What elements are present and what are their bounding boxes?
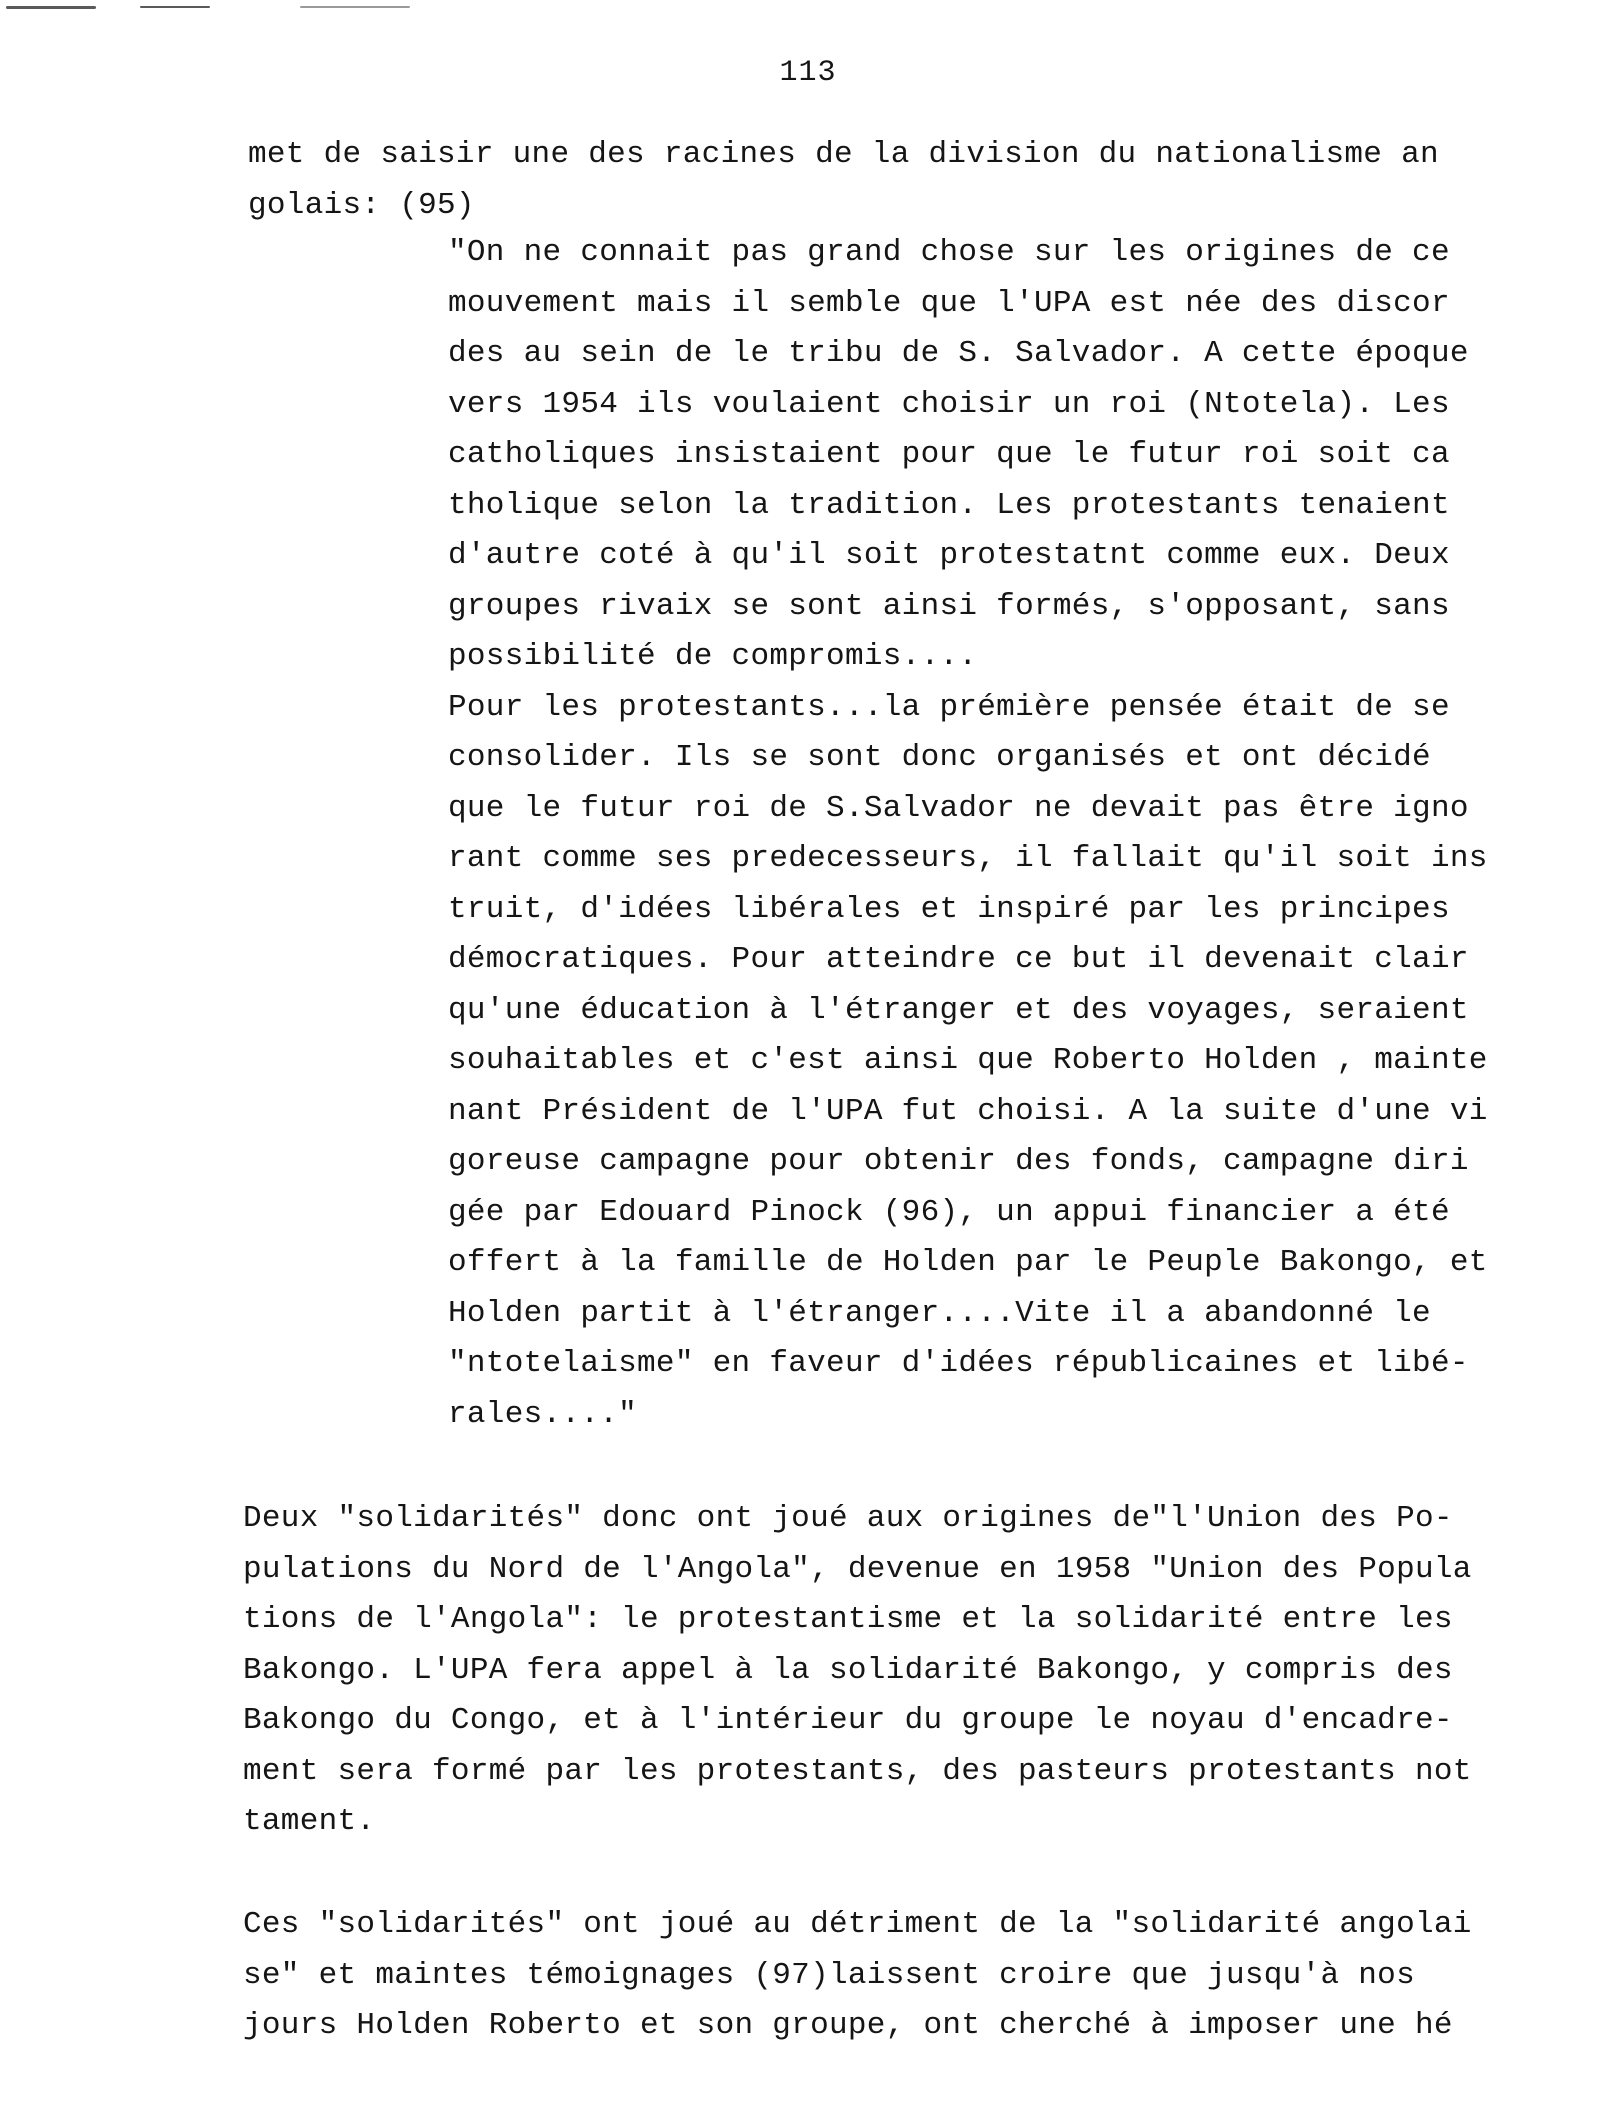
quote-line: nant Président de l'UPA fut choisi. A la suite d'une vi xyxy=(448,1093,1488,1129)
quote-line: possibilité de compromis.... xyxy=(448,639,978,674)
quote-line: "On ne connait pas grand chose sur les origines de ce xyxy=(448,235,1450,270)
text-line: Deux "solidarités" donc ont joué aux origines de"l'Union des Po- xyxy=(243,1501,1453,1536)
block-quote xyxy=(448,228,1488,1440)
quote-line: Pour les protestants...la prémière pensée était de se xyxy=(448,689,1450,725)
quote-line: que le futur roi de S.Salvador ne devait pas être igno xyxy=(448,790,1469,826)
scan-artifact-mark xyxy=(140,6,210,8)
quote-line: qu'une éducation à l'étranger et des voyages, seraient xyxy=(448,992,1469,1028)
text-line: met de saisir une des racines de la division du nationalisme an xyxy=(248,137,1439,172)
quote-line: tholique selon la tradition. Les protestants tenaient xyxy=(448,487,1450,523)
quote-line: d'autre coté à qu'il soit protestatnt comme eux. Deux xyxy=(448,538,1450,573)
paragraph xyxy=(243,1494,1472,1848)
text-line: se" et maintes témoignages (97)laissent croire que jusqu'à nos xyxy=(243,1957,1415,1993)
text-line: tament. xyxy=(243,1804,376,1839)
quote-line: vers 1954 ils voulaient choisir un roi (Ntotela). Les xyxy=(448,386,1450,422)
text-line: Ces "solidarités" ont joué au détriment de la "solidarité angolai xyxy=(243,1907,1472,1942)
quote-line: gée par Edouard Pinock (96), un appui financier a été xyxy=(448,1194,1450,1230)
text-line: ment sera formé par les protestants, des pasteurs protestants not xyxy=(243,1753,1472,1789)
quote-line: mouvement mais il semble que l'UPA est née des discor xyxy=(448,285,1450,321)
quote-line: goreuse campagne pour obtenir des fonds, campagne diri xyxy=(448,1144,1469,1179)
quote-line: consolider. Ils se sont donc organisés et ont décidé xyxy=(448,740,1431,775)
quote-line: Holden partit à l'étranger....Vite il a abandonné le xyxy=(448,1295,1431,1331)
page-number: 113 xyxy=(779,56,837,90)
text-line: tions de l'Angola": le protestantisme et la solidarité entre les xyxy=(243,1602,1453,1637)
text-line: Bakongo du Congo, et à l'intérieur du groupe le noyau d'encadre- xyxy=(243,1703,1453,1738)
intro-text xyxy=(248,130,1439,231)
paragraph xyxy=(243,1900,1472,2052)
text-line: pulations du Nord de l'Angola", devenue en 1958 "Union des Popula xyxy=(243,1551,1472,1587)
scan-artifact-mark xyxy=(300,6,410,8)
quote-line: souhaitables et c'est ainsi que Roberto Holden , mainte xyxy=(448,1043,1488,1078)
quote-line: truit, d'idées libérales et inspiré par les principes xyxy=(448,891,1450,927)
text-line: Bakongo. L'UPA fera appel à la solidarité Bakongo, y compris des xyxy=(243,1652,1453,1688)
text-line: jours Holden Roberto et son groupe, ont cherché à imposer une hé xyxy=(243,2008,1453,2043)
quote-line: groupes rivaix se sont ainsi formés, s'opposant, sans xyxy=(448,588,1450,624)
quote-line: des au sein de le tribu de S. Salvador. A cette époque xyxy=(448,336,1469,371)
quote-line: "ntotelaisme" en faveur d'idées républicaines et libé- xyxy=(448,1346,1469,1381)
quote-line: rant comme ses predecesseurs, il fallait qu'il soit ins xyxy=(448,841,1488,876)
text-line: golais: (95) xyxy=(248,187,475,223)
quote-line: démocratiques. Pour atteindre ce but il devenait clair xyxy=(448,942,1469,977)
quote-line: rales...." xyxy=(448,1396,638,1432)
scan-artifact-mark xyxy=(6,6,96,9)
quote-line: catholiques insistaient pour que le futur roi soit ca xyxy=(448,437,1450,472)
quote-line: offert à la famille de Holden par le Peuple Bakongo, et xyxy=(448,1245,1488,1280)
